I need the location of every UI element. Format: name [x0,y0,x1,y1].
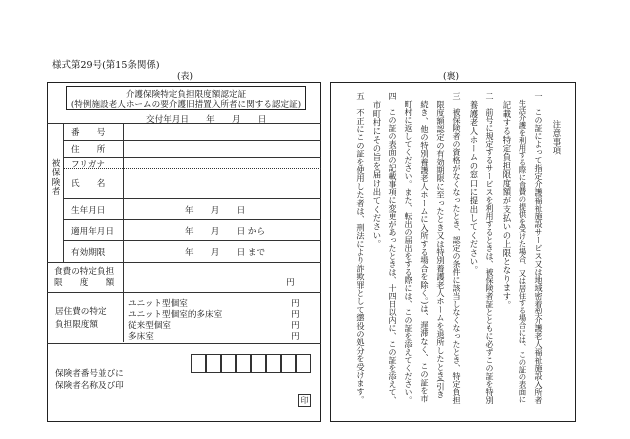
front-side-label: (表) [177,72,194,82]
insurer-number-box [206,354,221,373]
divider [63,198,321,199]
birthdate-label: 生年月日 [71,206,106,216]
residence-yen: 円 [291,299,300,309]
residence-item: ユニット型個室 [128,299,188,309]
insurer-seal: 印 [298,394,311,407]
insurer-number-box [191,354,206,373]
form-number: 様式第29号(第15条関係) [52,60,160,71]
note-line: 二 前号に規定するサービスを利用するときは、被保険者証とともに必ずこの証を特別 [485,92,494,404]
birthdate-value: 年 月 日 [185,206,246,216]
valid-until-value: 年 月 日 まで [185,248,266,258]
divider [63,240,321,241]
divider [47,343,321,344]
insurer-label-2: 保険者名称及び印 [55,381,124,391]
residence-yen: 円 [291,332,300,342]
note-line: 三 被保険者の資格がなくなったとき、認定の条件に該当しなくなったとき、特定負担 [452,92,461,404]
residence-yen: 円 [291,310,300,320]
residence-cost-label-2: 負担限度額 [55,320,98,330]
notes-heading: 注意事項 [552,120,562,155]
food-cost-yen: 円 [286,278,295,288]
address-label: 住 所 [71,145,106,155]
certificate-subtitle: (特例施設老人ホームの要介護旧措置入所者に関する認定証) [70,100,302,110]
residence-item: 多床室 [128,332,154,342]
residence-yen: 円 [291,321,300,331]
food-cost-label: 食費の特定負担 [54,267,115,277]
back-side-label: (裏) [443,72,460,82]
note-line: 五 不正にこの証を使用した者は、刑法により詐欺罪として懲役の処分を受けます。 [356,92,366,404]
divider [47,123,321,124]
insured-person-label: 被保険者 [51,159,61,197]
insurer-number-box [251,354,266,373]
name-label: 氏 名 [71,179,106,189]
furigana-label: フリガナ [71,160,105,170]
note-line: 四 この証の表面の記載事項に変更があったときは、十四日以内に、この証を添えて、 [388,92,397,404]
applicable-date-value: 年 月 日 から [185,227,266,237]
note-line: 限度額認定の有効期限に至ったとき又は特別養護老人ホームを退所したとき(引き [436,92,446,399]
insurer-number-box [281,354,296,373]
insurer-number-box [236,354,251,373]
valid-until-label: 有効期限 [71,248,106,258]
certificate-title-box [66,86,306,110]
residence-item: ユニット型個室的多床室 [128,310,223,320]
divider [63,140,321,141]
insurer-number-box [221,354,236,373]
insurer-label: 保険者番号並びに [55,369,124,379]
food-cost-label-2: 限 度 額 [54,278,115,288]
insurer-number-box [266,354,281,373]
insurer-number-box [296,354,311,373]
note-line: 生活介護を利用する際に食費の提供を受けた場合、又は居住する場合には、この証の表面に [518,92,527,403]
note-line: 市町村にその旨を届け出てください。 [372,92,382,249]
divider [123,123,124,342]
applicable-date-label: 適用年月日 [71,227,114,237]
note-line: 続き、他の特別養護老人ホームに入所する場合を除く。)は、遅滞なく、この証を市 [420,92,430,403]
divider [47,262,321,263]
divider [47,292,321,293]
residence-cost-label: 居住費の特定 [55,307,107,317]
note-line: 一 この証によって指定介護福祉施設サービス又は地域密着型介護老人福祉施設入所者 [534,92,543,404]
residence-item: 従来型個室 [128,321,171,331]
number-label: 番 号 [71,128,106,138]
certificate-title: 介護保険特定負担限度額認定証 [125,90,247,100]
note-line: 記載する特定負担限度額が支払いの上限となります。 [502,92,512,310]
issue-date: 交付年月日 年 月 日 [146,115,267,125]
divider [63,219,321,220]
divider [63,123,64,262]
note-line: 町村に返してください。また、転出の届出をする際には、この証を添えてください。 [404,92,413,404]
note-line: 養護老人ホームの窓口に提出してください。 [469,92,479,275]
